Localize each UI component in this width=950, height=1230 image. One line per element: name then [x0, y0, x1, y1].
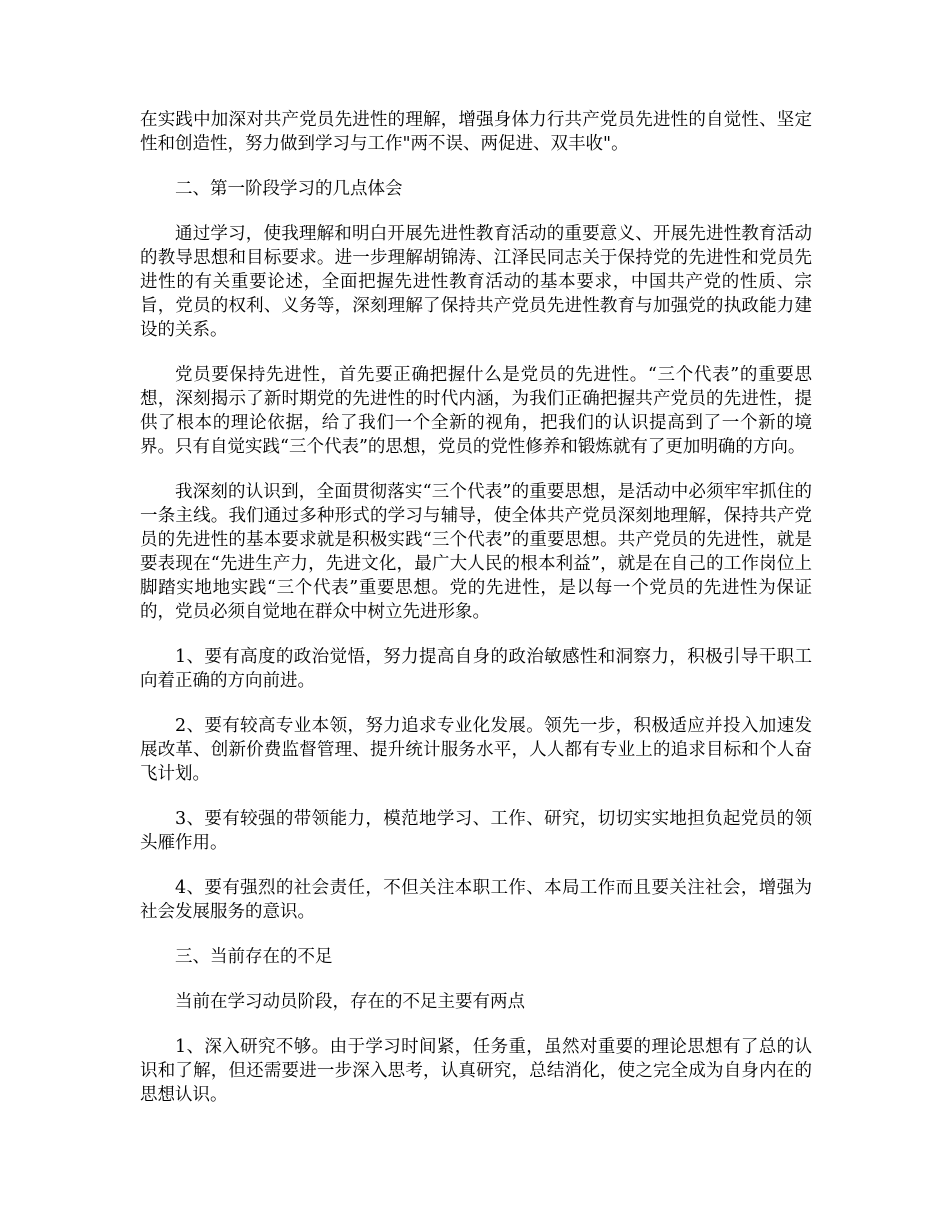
- list-item-2: 2、要有较高专业本领，努力追求专业化发展。领先一步，积极适应并投入加速发展改革、创新价费监督管理、提升统计服务水平，人人都有专业上的追求目标和个人奋飞计划。: [140, 716, 812, 784]
- paragraph-study-understanding: 通过学习，使我理解和明白开展先进性教育活动的重要意义、开展先进性教育活动的教导思想和目标要求。进一步理解胡锦涛、江泽民同志关于保持党的先进性和党员先进性的有关重要论述，全面把握先进性教育活动的基本要求，中国共产党的性质、宗旨，党员的权利、义务等，深刻理解了保持共产党员先进性教育与加强党的执政能力建设的关系。: [140, 224, 812, 340]
- document-body: [140, 108, 812, 1128]
- list-item-1: 1、要有高度的政治觉悟，努力提高自身的政治敏感性和洞察力，积极引导干职工向着正确的方向前进。: [140, 647, 812, 691]
- list-item-3: 3、要有较强的带领能力，模范地学习、工作、研究，切切实实地担负起党员的领头雁作用。: [140, 809, 812, 853]
- paragraph-three-represents: 党员要保持先进性，首先要正确把握什么是党员的先进性。“三个代表”的重要思想，深刻揭示了新时期党的先进性的时代内涵，为我们正确把握共产党员的先进性，提供了根本的理论依据，给了我们一个全新的视角，把我们的认识提高到了一个新的境界。只有自觉实践“三个代表”的思想，党员的党性修养和锻炼就有了更加明确的方向。: [140, 365, 812, 457]
- paragraph-shortcomings-intro: 当前在学习动员阶段，存在的不足主要有两点: [175, 992, 525, 1012]
- section-heading-3: 三、当前存在的不足: [175, 947, 333, 967]
- paragraph-continuation: 在实践中加深对共产党员先进性的理解，增强身体力行共产党员先进性的自觉性、坚定性和创造性，努力做到学习与工作"两不误、两促进、双丰收"。: [140, 110, 812, 154]
- list-item-4: 4、要有强烈的社会责任，不但关注本职工作、本局工作而且要关注社会，增强为社会发展服务的意识。: [140, 878, 812, 922]
- paragraph-main-line: 我深刻的认识到，全面贯彻落实“三个代表”的重要思想，是活动中必须牢牢抓住的一条主线。我们通过多种形式的学习与辅导，使全体共产党员深刻地理解，保持共产党员的先进性的基本要求就是积极实践“三个代表”的重要思想。共产党员的先进性，就是要表现在“先进生产力，先进文化，最广大人民的根本利益”，就是在自己的工作岗位上脚踏实地地实践“三个代表”重要思想。党的先进性，是以每一个党员的先进性为保证的，党员必须自觉地在群众中树立先进形象。: [140, 482, 812, 622]
- section-heading-2: 二、第一阶段学习的几点体会: [175, 179, 403, 199]
- shortcoming-item-1: 1、深入研究不够。由于学习时间紧，任务重，虽然对重要的理论思想有了总的认识和了解，但还需要进一步深入思考，认真研究，总结消化，使之完全成为自身内在的思想认识。: [140, 1037, 812, 1105]
